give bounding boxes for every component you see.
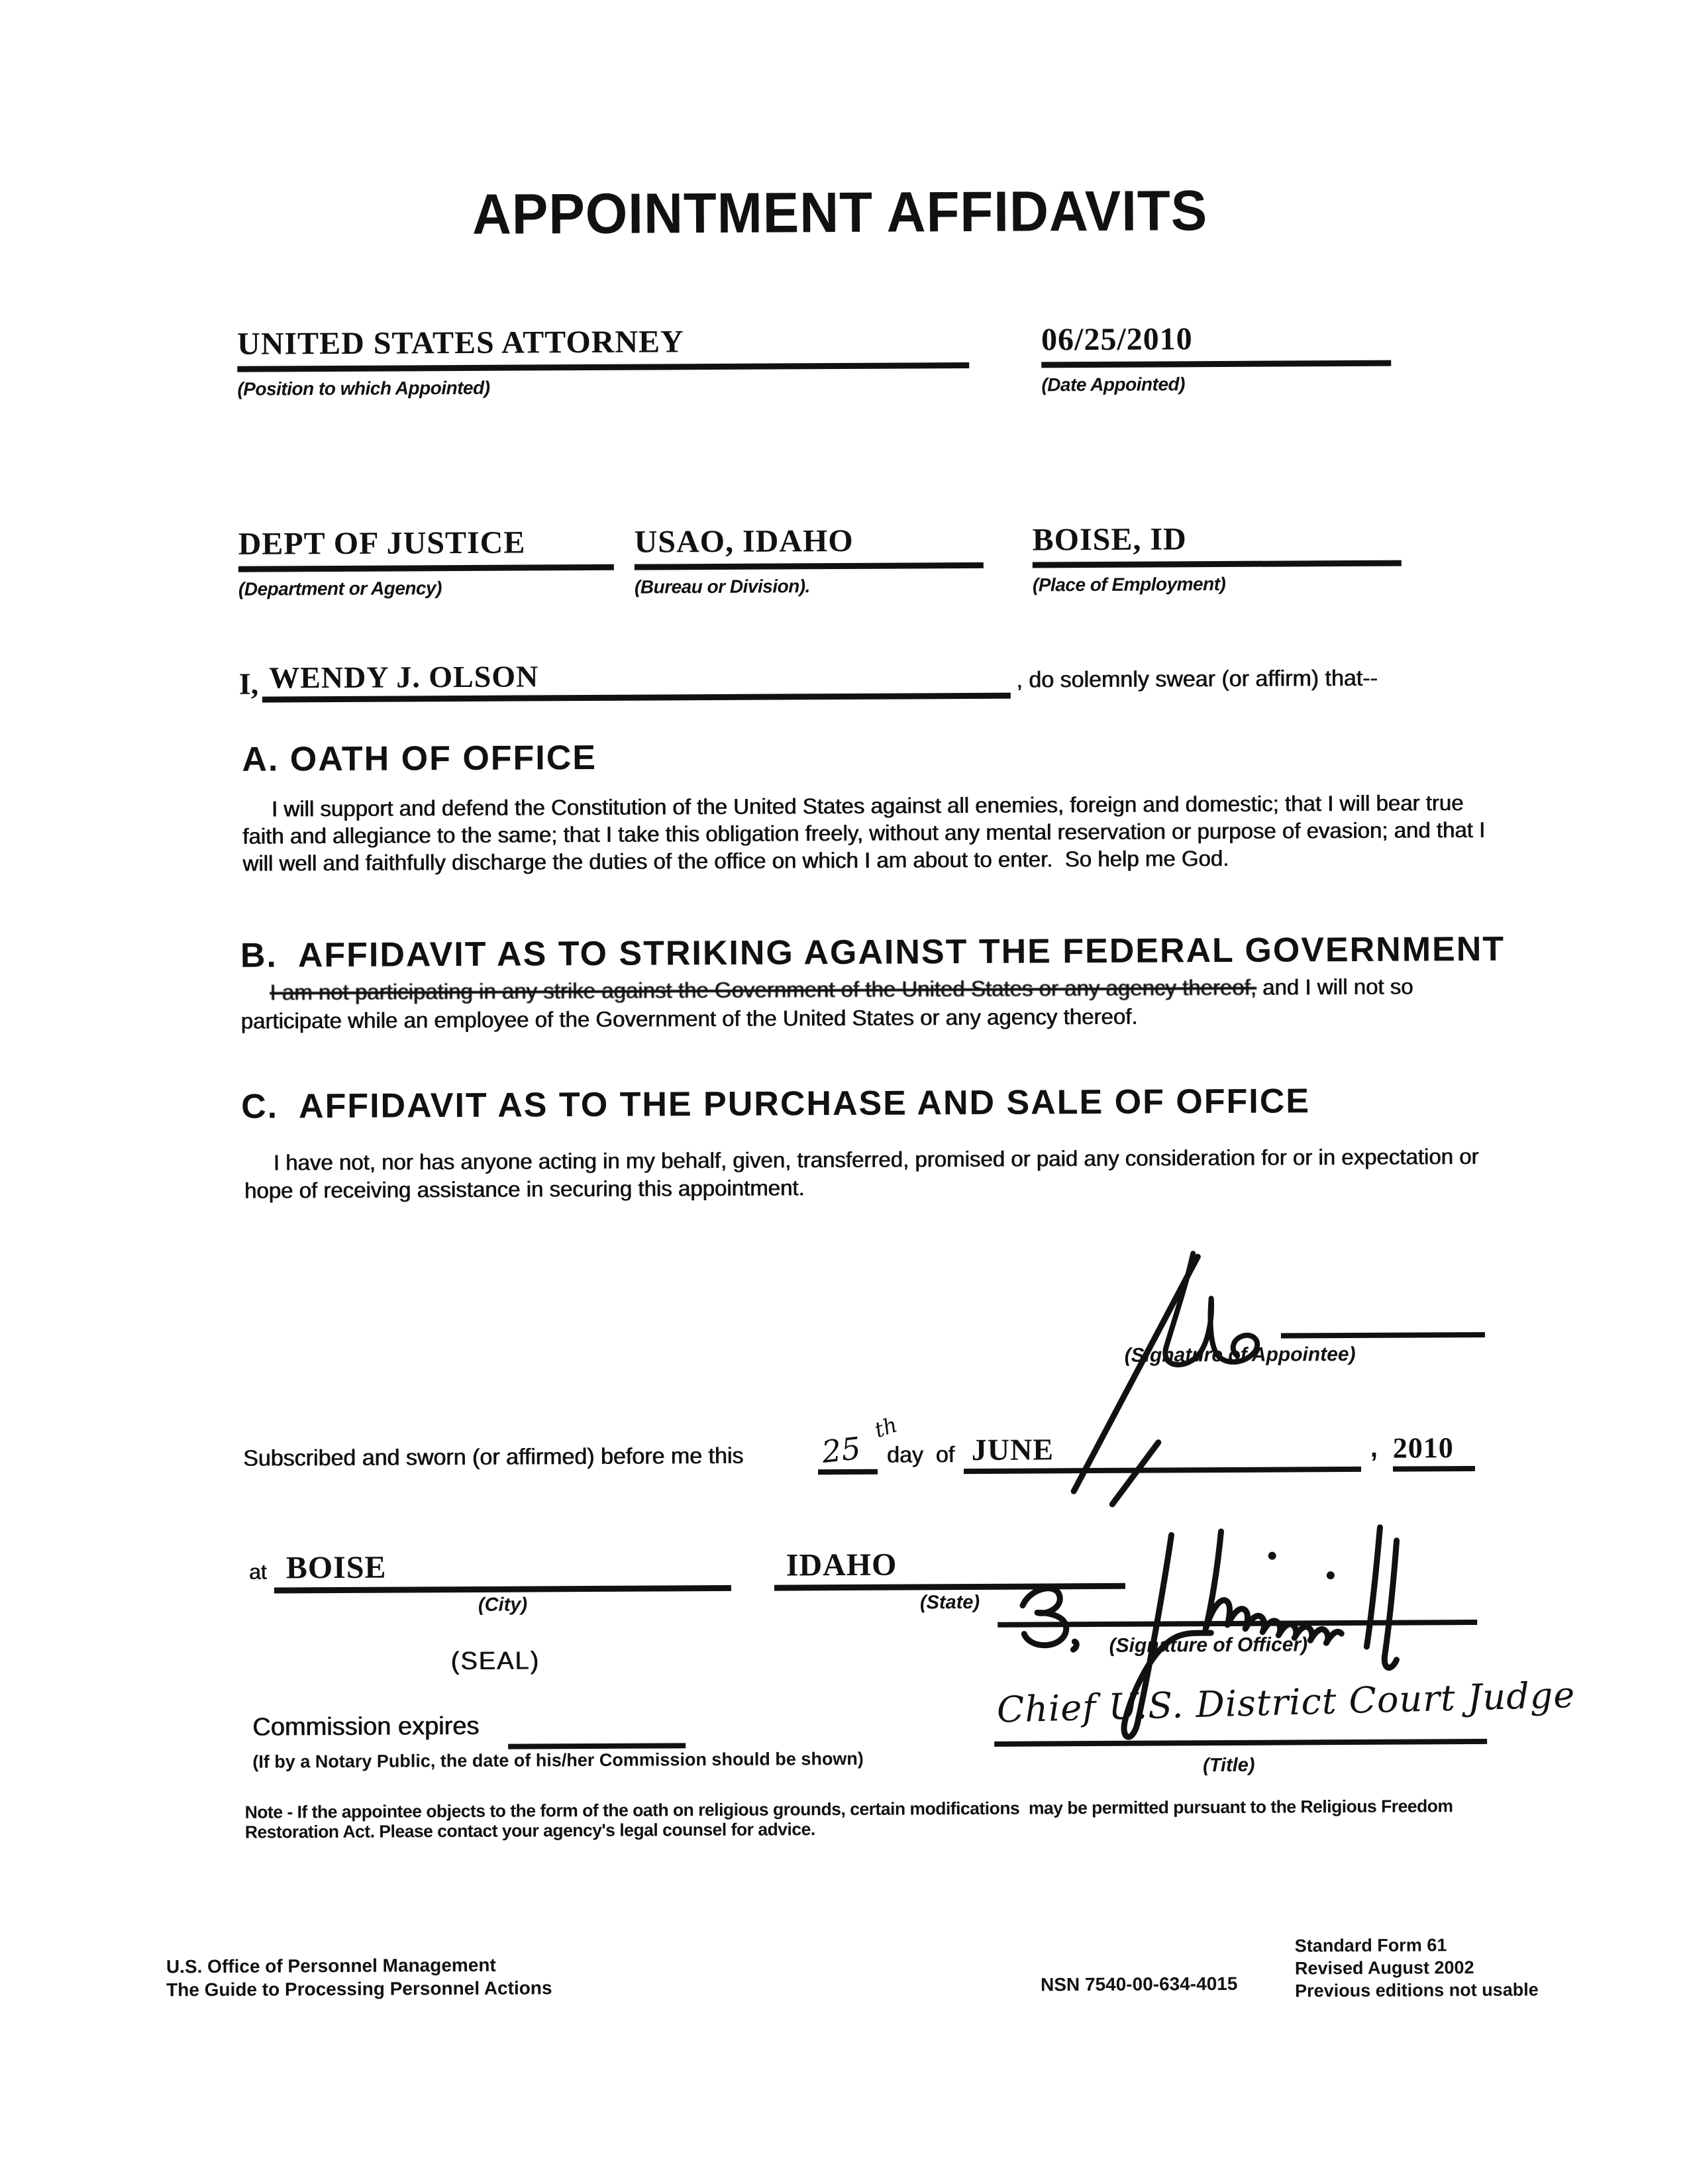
sworn-day-suffix-handwritten: th	[871, 1412, 901, 1443]
sworn-year-blank	[1393, 1417, 1475, 1472]
position-field	[237, 323, 970, 400]
commission-expires-label: Commission expires	[252, 1712, 480, 1742]
officer-title-label: (Title)	[1203, 1754, 1255, 1777]
city-value: BOISE	[285, 1549, 387, 1586]
date-appointed-value: 06/25/2010	[1041, 321, 1391, 368]
footer-agency-line2: The Guide to Processing Personnel Actions	[166, 1977, 552, 2001]
state-label: (State)	[919, 1591, 980, 1614]
footer-nsn: NSN 7540-00-634-4015	[1040, 1973, 1238, 1995]
position-value: UNITED STATES ATTORNEY	[237, 323, 969, 372]
department-field	[238, 525, 615, 600]
date-appointed-field	[1041, 321, 1392, 396]
date-appointed-label: (Date Appointed)	[1041, 374, 1185, 395]
bureau-field	[635, 523, 984, 598]
footer-revision: Revised August 2002	[1294, 1957, 1474, 1979]
appointee-signature-line	[1281, 1332, 1485, 1339]
seal-label: (SEAL)	[450, 1647, 540, 1676]
section-c-body: I have not, nor has anyone acting in my behalf, given, transferred, promised or paid any consideration for or in expectation or hope of receiving assistance in securing this appointment.	[244, 1143, 1485, 1203]
section-c-heading: C. AFFIDAVIT AS TO THE PURCHASE AND SALE OF OFFICE	[240, 1082, 1311, 1126]
sworn-comma: ,	[1370, 1433, 1378, 1463]
footer-agency-line1: U.S. Office of Personnel Management	[166, 1954, 496, 1977]
bureau-label: (Bureau or Division).	[634, 576, 810, 598]
sworn-month-value: JUNE	[971, 1432, 1054, 1467]
sworn-day-of-text: day of	[886, 1442, 955, 1468]
footer-agency-block	[166, 1953, 552, 2001]
section-a-body: I will support and defend the Constitution of the United States against all enemies, foreign and domestic; that I will bear true faith and allegiance to the same; that I take this obligation freely, without any mental reservation or purpose of evasion; and that I will well and faithfully discharge the duties of the office on which I am about to enter. So help me God.	[242, 790, 1492, 876]
oath-intro-line	[239, 658, 1484, 703]
officer-signature-label: (Signature of Officer)	[1109, 1634, 1308, 1657]
religious-objection-note: Note - If the appointee objects to the form of the oath on religious grounds, certain modifications may be permitted pursuant to the Religious Freedom Restoration Act. Please contact your agency's legal counsel for advice.	[244, 1796, 1458, 1842]
city-blank	[274, 1535, 731, 1594]
officer-title-handwritten: Chief U.S. District Court Judge	[996, 1673, 1576, 1731]
place-value: BOISE, ID	[1033, 521, 1402, 568]
city-label: (City)	[478, 1594, 528, 1616]
place-label: (Place of Employment)	[1032, 573, 1226, 596]
sworn-day-handwritten: 25	[820, 1430, 863, 1471]
sworn-year-value: 2010	[1392, 1431, 1454, 1465]
footer-form-block	[1295, 1934, 1539, 2002]
department-label: (Department or Agency)	[238, 578, 442, 599]
bureau-value: USAO, IDAHO	[635, 523, 984, 570]
section-b-body-rest: and I will not so participate while an employee of the Government of the United States or any agency thereof.	[240, 974, 1419, 1033]
section-b-body	[240, 972, 1492, 1035]
oath-suffix: , do solemnly swear (or affirm) that--	[1016, 665, 1378, 693]
state-value: IDAHO	[786, 1547, 897, 1583]
location-at-label: at	[248, 1559, 267, 1584]
officer-signature-line	[998, 1620, 1477, 1628]
oath-prefix: I,	[238, 666, 259, 701]
department-value: DEPT OF JUSTICE	[238, 525, 614, 572]
section-b-struck-line: I am not participating in any strike against the Government of the United States or any agency thereof,	[270, 974, 1256, 1005]
form-title: APPOINTMENT AFFIDAVITS	[472, 179, 1208, 246]
commission-note: (If by a Notary Public, the date of his/her Commission should be shown)	[252, 1748, 864, 1772]
commission-expires-blank	[508, 1743, 686, 1749]
section-b-heading: B. AFFIDAVIT AS TO STRIKING AGAINST THE FEDERAL GOVERNMENT	[240, 929, 1506, 975]
footer-form-number: Standard Form 61	[1294, 1935, 1447, 1956]
section-a-heading: A. OATH OF OFFICE	[242, 738, 597, 779]
state-blank	[774, 1533, 1125, 1591]
position-label: (Position to which Appointed)	[237, 377, 490, 399]
footer-edition-note: Previous editions not usable	[1295, 1979, 1539, 2001]
sworn-day-blank	[818, 1420, 878, 1475]
sworn-lead-text: Subscribed and sworn (or affirmed) before me this	[242, 1443, 744, 1471]
appointee-name: WENDY J. OLSON	[262, 656, 1011, 703]
place-field	[1033, 521, 1402, 596]
sworn-month-blank	[964, 1418, 1361, 1474]
appointee-signature-label: (Signature of Appointee)	[1124, 1343, 1356, 1367]
officer-title-line	[994, 1739, 1487, 1747]
